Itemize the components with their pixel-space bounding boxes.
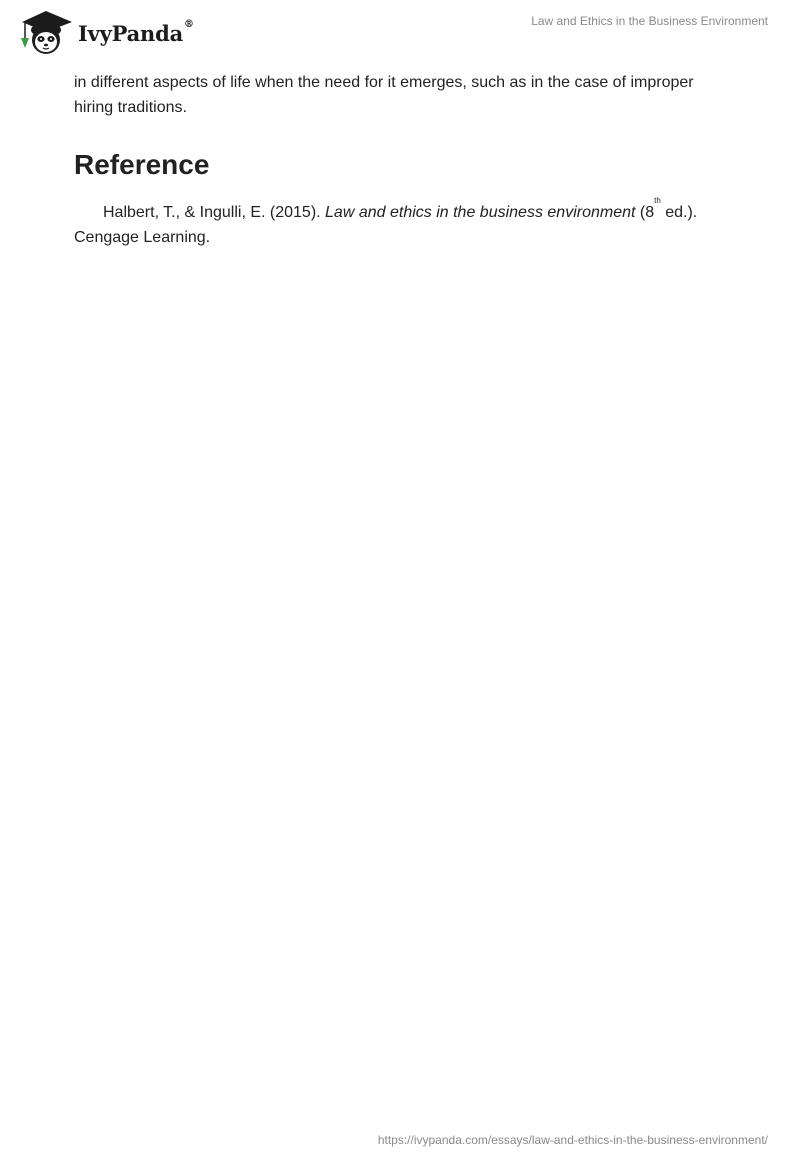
page-content <box>74 70 734 250</box>
reference-entry <box>74 196 734 250</box>
continued-paragraph: in different aspects of life when the need for it emerges, such as in the case of improper hiring traditions. <box>74 74 694 116</box>
ivypanda-logo[interactable] <box>16 8 194 56</box>
source-url[interactable]: https://ivypanda.com/essays/law-and-ethics-in-the-business-environment/ <box>377 1133 768 1147</box>
panda-graduation-cap-icon <box>16 8 74 56</box>
reference-book-title: Law and ethics in the business environment <box>325 204 636 221</box>
reference-edition-superscript: th <box>654 196 661 205</box>
reference-heading: Reference <box>74 149 210 180</box>
logo-wordmark: IvyPanda® <box>78 18 194 46</box>
document-title: Law and Ethics in the Business Environment <box>531 14 768 28</box>
registered-mark: ® <box>184 18 194 30</box>
reference-authors-year: Halbert, T., & Ingulli, E. (2015). <box>103 204 326 221</box>
reference-edition-publisher: ed.). Cengage Learning. <box>74 204 698 246</box>
reference-edition-open: (8 <box>635 204 655 221</box>
